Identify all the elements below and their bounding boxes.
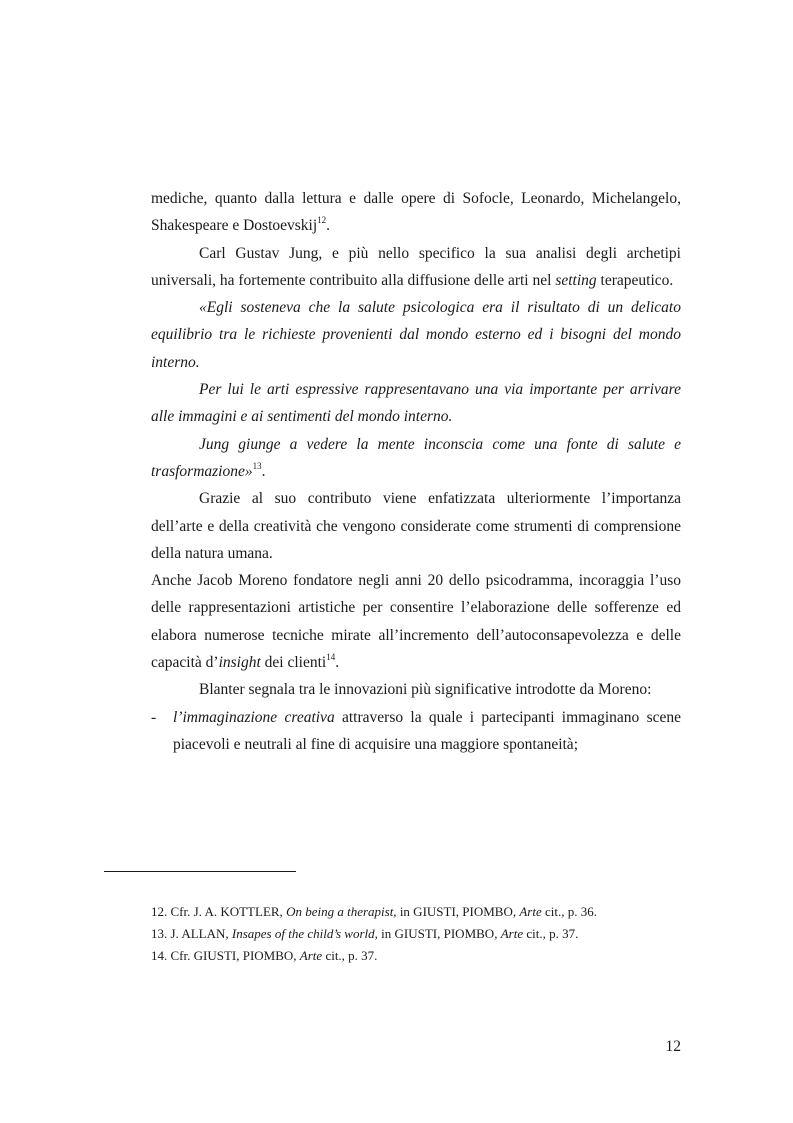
footnote-separator xyxy=(104,871,296,872)
quote-paragraph-3: Jung giunge a vedere la mente inconscia come una fonte di salute e trasformazione»$^{13}$. xyxy=(151,435,681,480)
body-text xyxy=(151,185,681,758)
list-item-text: l’immaginazione creativa attraverso la quale i partecipanti immaginano scene piacevoli e neutrali al fine di acquisire una maggiore spontaneità; xyxy=(173,708,681,753)
page-number: 12 xyxy=(665,1038,681,1055)
footnote-14: 14. Cfr. GIUSTI, PIOMBO, Arte cit., p. 37. xyxy=(151,948,378,963)
footnote-ref-14[interactable]: 14 xyxy=(326,652,336,663)
quote-paragraph-1: «Egli sosteneva che la salute psicologica era il risultato di un delicato equilibrio tra le richieste provenienti dal mondo esterno ed i bisogni del mondo interno. xyxy=(151,299,681,371)
paragraph-1: mediche, quanto dalla lettura e dalle opere di Sofocle, Leonardo, Michelangelo, Shakespeare e Dostoevskij$^{12}$. xyxy=(151,190,681,235)
paragraph-blanter: Blanter segnala tra le innovazioni più significative introdotte da Moreno: xyxy=(199,681,652,699)
footnote-ref-13[interactable]: 13 xyxy=(252,460,262,471)
footnote-13: 13. J. ALLAN, Insapes of the child’s world, in GIUSTI, PIOMBO, Arte cit., p. 37. xyxy=(151,926,579,941)
quote-paragraph-2: Per lui le arti espressive rappresentavano una via importante per arrivare alle immagini e ai sentimenti del mondo interno. xyxy=(151,381,681,426)
footnotes xyxy=(151,901,681,967)
footnote-ref-12[interactable]: 12 xyxy=(317,215,327,226)
paragraph-grazie: Grazie al suo contributo viene enfatizzata ulteriormente l’importanza dell’arte e della creatività che vengono considerate come strumenti di comprensione della natura umana. xyxy=(151,490,681,562)
paragraph-moreno: Anche Jacob Moreno fondatore negli anni 20 dello psicodramma, incoraggia l’uso delle rappresentazioni artistiche per consentire l’elaborazione delle sofferenze ed elabora numerose tecniche mirate all’incremento dell’autoconsapevolezza e delle capacità d’insight dei clienti$^{14}$. xyxy=(151,572,681,672)
list-dash: - xyxy=(151,708,157,726)
paragraph-jung: Carl Gustav Jung, e più nello specifico la sua analisi degli archetipi universali, ha fortemente contribuito alla diffusione delle arti nel setting terapeutico. xyxy=(151,244,681,289)
list-item xyxy=(151,704,681,759)
footnote-12: 12. Cfr. J. A. KOTTLER, On being a therapist, in GIUSTI, PIOMBO, Arte cit., p. 36. xyxy=(151,904,597,919)
